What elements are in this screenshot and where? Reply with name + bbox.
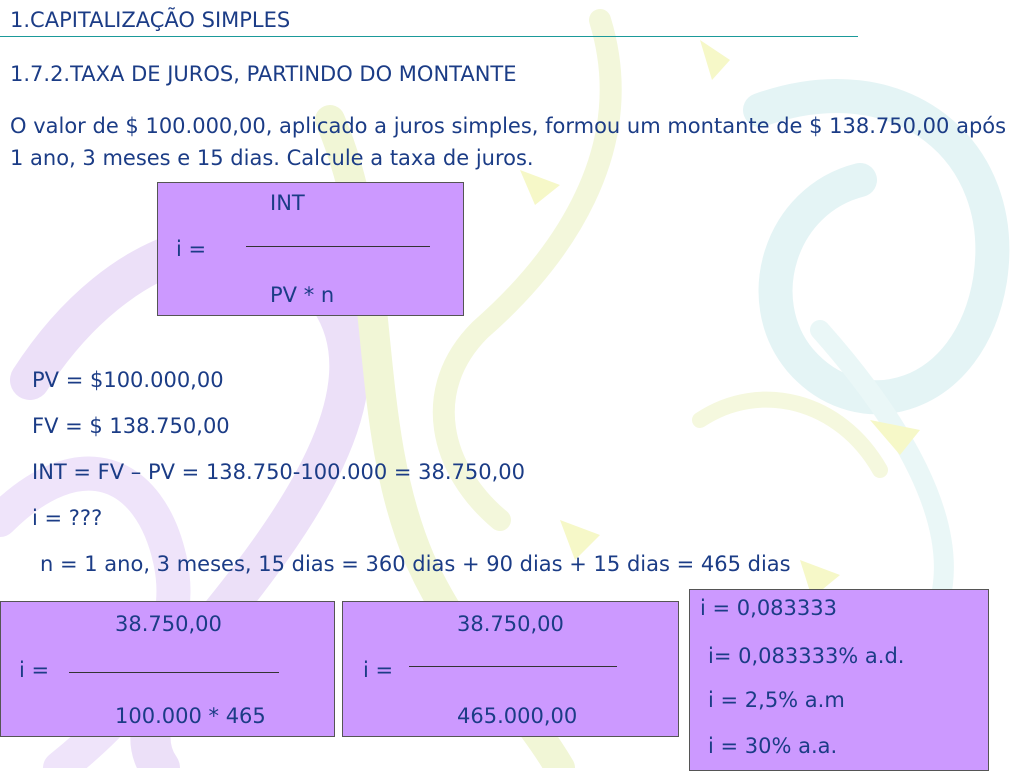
formula-denominator: PV * n (270, 283, 335, 307)
result-daily-percent: i= 0,083333% a.d. (708, 644, 905, 668)
result-daily-decimal: i = 0,083333 (700, 596, 837, 620)
formula-numerator: INT (270, 191, 305, 215)
formula-box (157, 182, 464, 316)
given-pv: PV = $100.000,00 (32, 368, 224, 392)
given-i: i = ??? (32, 506, 103, 530)
given-n: n = 1 ano, 3 meses, 15 dias = 360 dias + 90 dias + 15 dias = 465 dias (40, 552, 791, 576)
formula-lhs: i = (176, 237, 207, 261)
step1-denominator: 100.000 * 465 (115, 704, 266, 728)
step1-numerator: 38.750,00 (115, 612, 222, 636)
step2-box (342, 601, 679, 737)
section-heading: 1.CAPITALIZAÇÃO SIMPLES (10, 8, 291, 32)
given-fv: FV = $ 138.750,00 (32, 414, 230, 438)
subsection-heading: 1.7.2.TAXA DE JUROS, PARTINDO DO MONTANTE (10, 62, 517, 86)
step2-lhs: i = (363, 658, 394, 682)
step1-fraction-bar (69, 672, 279, 673)
step1-lhs: i = (19, 658, 50, 682)
result-monthly: i = 2,5% a.m (708, 688, 845, 712)
step2-denominator: 465.000,00 (457, 704, 578, 728)
result-annual: i = 30% a.a. (708, 734, 838, 758)
step2-fraction-bar (409, 666, 617, 667)
problem-statement: O valor de $ 100.000,00, aplicado a juros simples, formou um montante de $ 138.750,00 após 1 ano, 3 meses e 15 dias. Calcule a taxa de juros. (10, 114, 1007, 170)
results-box (689, 589, 989, 771)
given-int: INT = FV – PV = 138.750-100.000 = 38.750,00 (32, 460, 526, 484)
step2-numerator: 38.750,00 (457, 612, 564, 636)
step1-box (0, 601, 335, 737)
formula-fraction-bar (246, 246, 430, 247)
heading-divider (0, 36, 858, 37)
